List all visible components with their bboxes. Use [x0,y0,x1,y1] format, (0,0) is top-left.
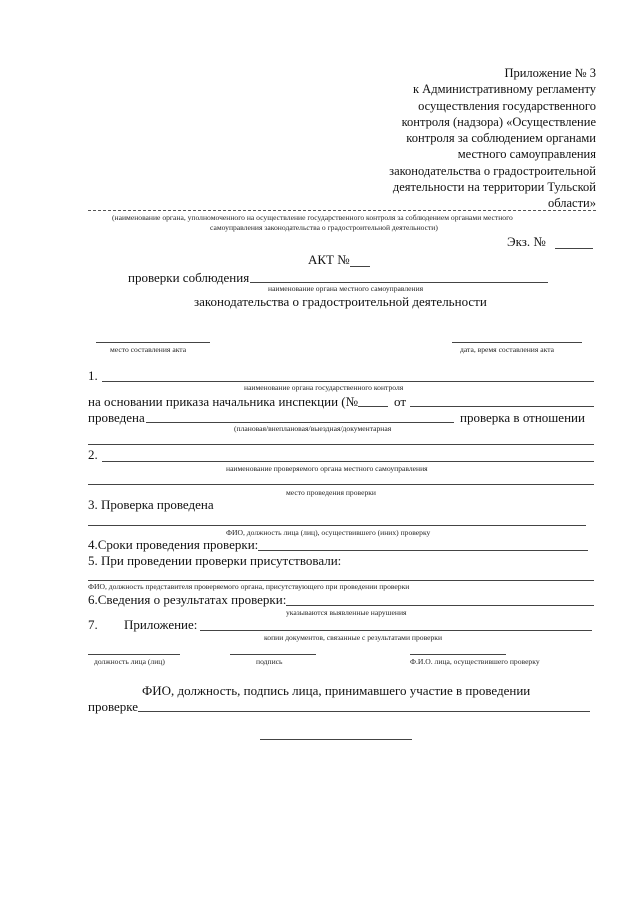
position-caption: должность лица (лиц) [94,657,165,666]
position-signature-line[interactable] [88,654,180,655]
header-line: законодательства о градостроительной [389,163,596,178]
section2-caption: наименование проверяемого органа местного самоуправления [226,464,428,473]
section5-caption: ФИО, должность представителя проверяемого органа, присутствующего при проведении проверки [88,582,410,591]
section1-number: 1. [88,368,98,383]
section6-caption: указываются выявленные нарушения [286,608,407,617]
appendix-header [336,65,596,212]
section3-label: 3. Проверка проведена [88,497,214,512]
place-line[interactable] [96,342,210,343]
section3-caption: ФИО, должность лица (лиц), осуществившего (иних) проверку [226,528,431,537]
section5-line[interactable] [88,580,594,581]
section1-org-line[interactable] [102,381,594,382]
section7-number: 7. [88,617,98,632]
order-date-line[interactable] [410,406,594,407]
section1-conducted: проведена [88,410,145,425]
section2-org-line[interactable] [102,461,594,462]
act-org-caption: наименование органа местного самоуправления [268,284,424,293]
order-number-line[interactable] [358,406,388,407]
section1-extra-line[interactable] [88,444,594,445]
section1-inspection-of: проверка в отношении [460,410,585,425]
header-line: деятельности на территории Тульской [392,180,596,195]
header-line: местного самоуправления [457,147,596,162]
section2-number: 2. [88,447,98,462]
fio-signature-line[interactable] [410,654,506,655]
section3-line[interactable] [88,525,586,526]
section4-line[interactable] [258,550,588,551]
header-line: к Административному регламенту [412,82,596,97]
copy-number-line[interactable] [555,248,593,249]
date-caption: дата, время составления акта [460,345,554,354]
section2-place-caption: место проведения проверки [286,488,376,497]
header-line: осуществления государственного [418,98,596,113]
final-line-1: ФИО, должность, подпись лица, принимавшего участие в проведении [142,683,531,698]
section7-label: Приложение: [124,617,198,632]
place-caption: место составления акта [110,345,187,354]
final-line-2: проверке [88,699,139,714]
act-number-line[interactable] [350,266,370,267]
signature-line[interactable] [230,654,316,655]
date-line[interactable] [452,342,582,343]
header-line: контроля за соблюдением органами [406,131,596,146]
inspection-type-line[interactable] [146,422,454,423]
act-line-2: законодательства о градостроительной деятельности [194,294,487,309]
org-caption-2: самоуправления законодательства о градостроительной деятельности) [210,223,438,232]
section5-label: 5. При проведении проверки присутствовали: [88,553,342,568]
final-participant-line[interactable] [138,711,590,712]
section2-place-line[interactable] [88,484,594,485]
act-title: АКТ № [308,252,350,267]
act-org-line[interactable] [250,282,548,283]
section7-line[interactable] [200,630,592,631]
section1-type-caption: (плановая/внеплановая/выездная/документарная [234,424,392,433]
header-line: области» [547,196,596,211]
header-line: Приложение № 3 [504,66,596,80]
signature-caption: подпись [256,657,283,666]
copy-number-label: Экз. № [507,234,546,249]
section1-basis: на основании приказа начальника инспекции (№ [88,394,359,409]
section6-line[interactable] [286,605,594,606]
section1-from: от [394,394,407,409]
act-line-1: проверки соблюдения [128,270,250,285]
header-line: контроля (надзора) «Осуществление [401,114,596,129]
section4-label: 4.Сроки проведения проверки: [88,537,259,552]
section6-label: 6.Сведения о результатах проверки: [88,592,287,607]
org-name-line[interactable] [88,210,596,211]
org-caption-1: (наименование органа, уполномоченного на осуществление государственного контроля за соблюдением органами местного [112,213,513,222]
closing-separator [260,739,412,740]
section1-caption: наименование органа государственного контроля [244,383,404,392]
fio-caption: Ф.И.О. лица, осуществившего проверку [410,657,540,666]
section7-caption: копии документов, связанные с результатами проверки [264,633,443,642]
